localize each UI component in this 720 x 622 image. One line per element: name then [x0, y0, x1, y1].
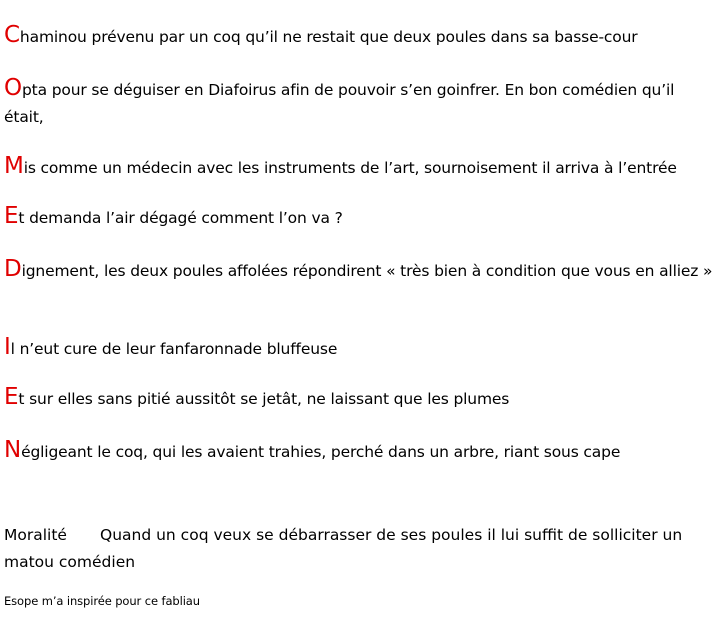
acrostic-line-e	[4, 203, 718, 232]
footer-credit: Esope m’a inspirée pour ce fabliau	[4, 594, 200, 608]
acrostic-initial: M	[4, 153, 24, 179]
acrostic-initial: E	[4, 384, 19, 410]
acrostic-initial: E	[4, 203, 19, 229]
moral-text: Quand un coq veux se débarrasser de ses poules il lui suffit de solliciter un matou comédien	[4, 526, 683, 571]
acrostic-initial: C	[4, 22, 20, 48]
acrostic-line-n	[4, 437, 718, 466]
acrostic-line-i	[4, 334, 718, 363]
acrostic-line-m	[4, 153, 718, 182]
acrostic-line-text: égligeant le coq, qui les avaient trahies, perché dans un arbre, riant sous cape	[21, 443, 621, 461]
acrostic-line-text: is comme un médecin avec les instruments de l’art, sournoisement il arriva à l’entrée	[23, 159, 677, 177]
acrostic-line-c	[4, 22, 718, 51]
acrostic-initial: D	[4, 256, 22, 282]
acrostic-line-text: pta pour se déguiser en Diafoirus afin de pouvoir s’en goinfrer. En bon comédien qu’il était,	[4, 81, 675, 126]
moral-paragraph	[4, 522, 718, 576]
acrostic-line-e2	[4, 384, 718, 413]
acrostic-line-o	[4, 75, 718, 131]
acrostic-line-text: t demanda l’air dégagé comment l’on va ?	[18, 209, 343, 227]
acrostic-line-text: l n’eut cure de leur fanfaronnade bluffeuse	[10, 340, 338, 358]
moral-label: Moralité	[4, 526, 67, 544]
acrostic-initial: I	[4, 334, 11, 360]
acrostic-line-text: ignement, les deux poules affolées répondirent « très bien à condition que vous en alliez »	[21, 262, 713, 280]
acrostic-line-text: t sur elles sans pitié aussitôt se jetât, ne laissant que les plumes	[18, 390, 510, 408]
acrostic-line-d	[4, 256, 718, 285]
acrostic-initial: N	[4, 437, 22, 463]
acrostic-initial: O	[4, 75, 22, 101]
acrostic-line-text: haminou prévenu par un coq qu’il ne restait que deux poules dans sa basse-cour	[19, 28, 638, 46]
